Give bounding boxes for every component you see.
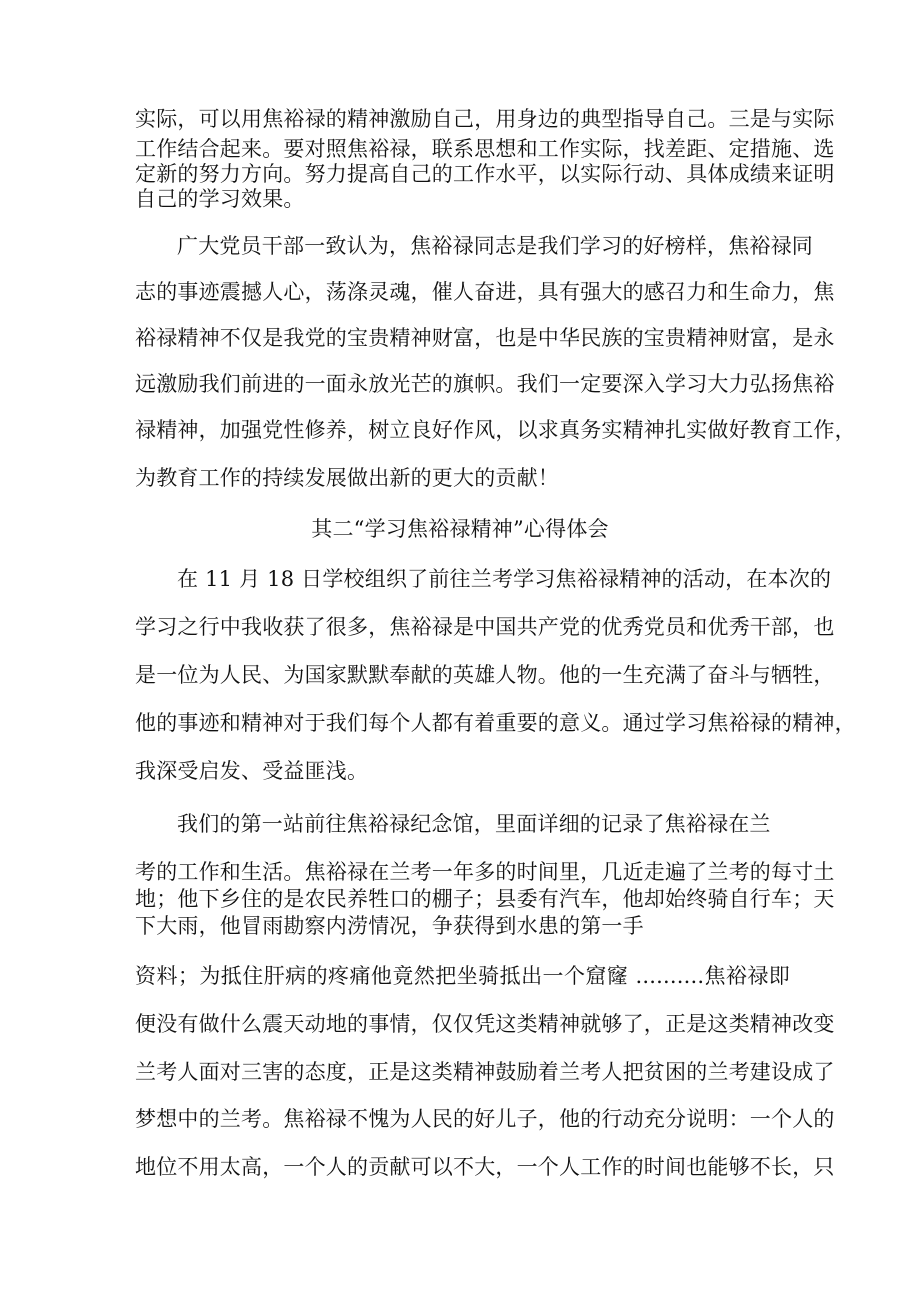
paragraph-4-line-8: 梦想中的兰考。焦裕禄不愧为人民的好儿子，他的行动充分说明：一个人的	[135, 1107, 835, 1131]
paragraph-4-line-5: 资料；为抵住肝病的疼痛他竟然把坐骑抵出一个窟窿 ..........焦裕禄即	[135, 964, 790, 988]
paragraph-3-line-2: 学习之行中我收获了很多，焦裕禄是中国共产党的优秀党员和优秀干部，也	[135, 615, 835, 639]
paragraph-3-line-5: 我深受启发、受益匪浅。	[135, 759, 369, 783]
paragraph-4-line-2: 考的工作和生活。焦裕禄在兰考一年多的时间里，几近走遍了兰考的每寸土	[135, 860, 835, 884]
paragraph-4-line-4: 下大雨，他冒雨勘察内涝情况，争获得到水患的第一手	[135, 914, 644, 938]
paragraph-1-line-3: 定新的努力方向。努力提高自己的工作水平，以实际行动、具体成绩来证明	[135, 162, 835, 186]
section-title: 其二“学习焦裕禄精神”心得体会	[311, 517, 609, 541]
paragraph-2-line-5: 禄精神，加强党性修养，树立良好作风，以求真务实精神扎实做好教育工作，	[135, 418, 856, 442]
paragraph-4-line-3: 地；他下乡住的是农民养牲口的棚子；县委有汽车，他却始终骑自行车；天	[135, 887, 835, 911]
paragraph-2-line-4: 远激励我们前进的一面永放光芒的旗帜。我们一定要深入学习大力弘扬焦裕	[135, 372, 835, 396]
paragraph-2-line-2: 志的事迹震撼人心，荡涤灵魂，催人奋进，具有强大的感召力和生命力，焦	[135, 280, 835, 304]
paragraph-4-line-9: 地位不用太高，一个人的贡献可以不大，一个人工作的时间也能够不长，只	[135, 1155, 835, 1179]
paragraph-1-line-2: 工作结合起来。要对照焦裕禄，联系思想和工作实际，找差距、定措施、选	[135, 137, 835, 161]
paragraph-3-line-1: 在 11 月 18 日学校组织了前往兰考学习焦裕禄精神的活动，在本次的	[177, 567, 832, 591]
paragraph-2-line-1: 广大党员干部一致认为，焦裕禄同志是我们学习的好榜样，焦裕禄同	[177, 234, 813, 258]
paragraph-2-line-3: 裕禄精神不仅是我党的宝贵精神财富，也是中华民族的宝贵精神财富，是永	[135, 326, 835, 350]
paragraph-4-line-1: 我们的第一站前往焦裕禄纪念馆，里面详细的记录了焦裕禄在兰	[177, 812, 771, 836]
paragraph-1-line-1: 实际，可以用焦裕禄的精神激励自己，用身边的典型指导自己。三是与实际	[135, 107, 835, 131]
paragraph-3-line-3: 是一位为人民、为国家默默奉献的英雄人物。他的一生充满了奋斗与牺牲，	[135, 663, 835, 687]
paragraph-2-line-6: 为教育工作的持续发展做出新的更大的贡献！	[135, 466, 559, 490]
paragraph-1-line-4: 自己的学习效果。	[135, 187, 305, 211]
paragraph-4-line-7: 兰考人面对三害的态度，正是这类精神鼓励着兰考人把贫困的兰考建设成了	[135, 1060, 835, 1084]
paragraph-3-line-4: 他的事迹和精神对于我们每个人都有着重要的意义。通过学习焦裕禄的精神，	[135, 711, 856, 735]
paragraph-4-line-6: 便没有做什么震天动地的事情，仅仅凭这类精神就够了，正是这类精神改变	[135, 1012, 835, 1036]
